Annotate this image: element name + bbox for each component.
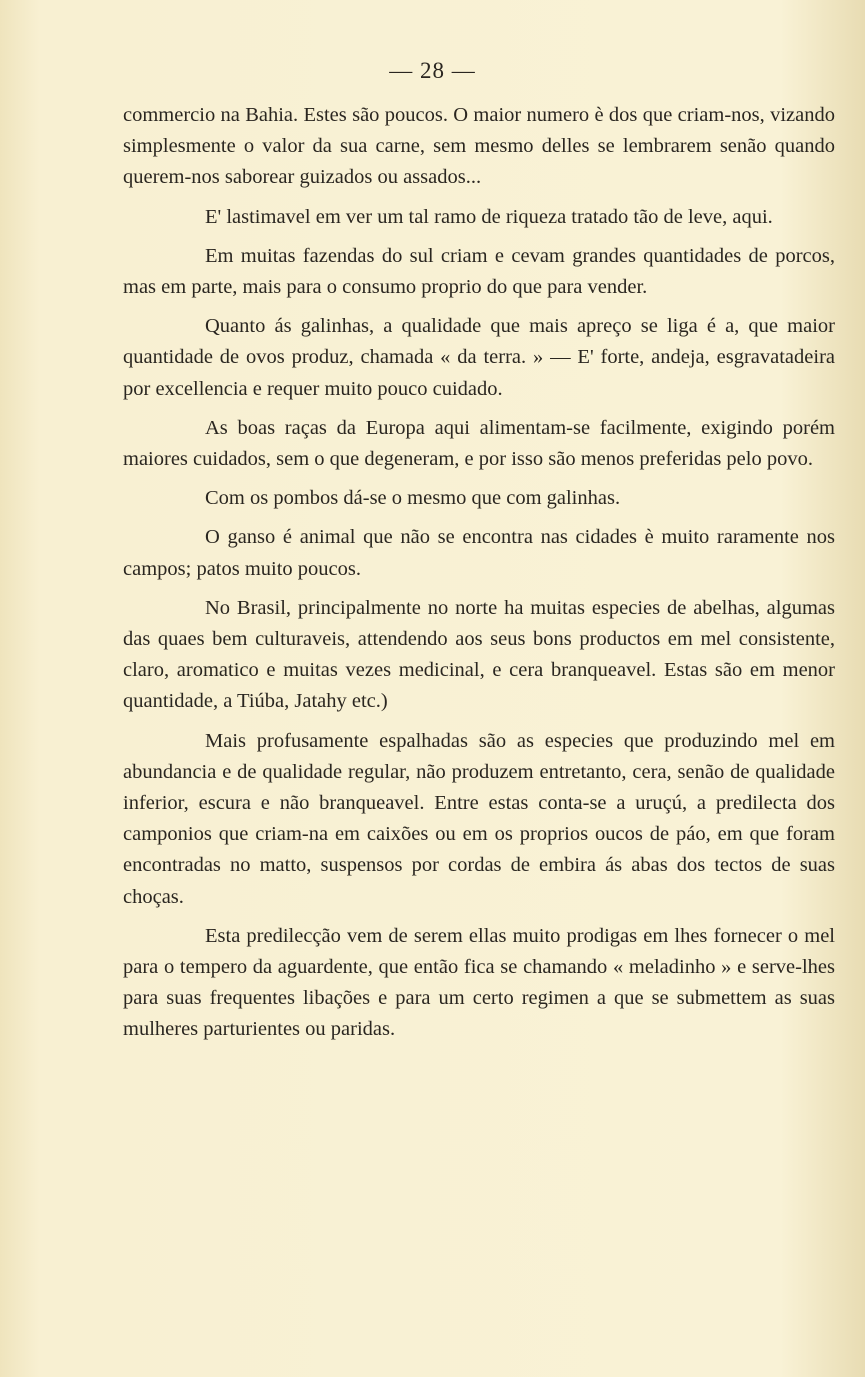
paragraph: Quanto ás galinhas, a qualidade que mais apreço se liga é a, que maior quantidade de ovos produz, chamada « da terra. » — E' forte, andeja, esgravatadeira por excellencia e requer muito pouco cuidado. xyxy=(123,315,835,400)
paragraph: Em muitas fazendas do sul criam e cevam grandes quantidades de porcos, mas em parte, mais para o consumo proprio do que para vender. xyxy=(123,244,835,299)
paragraph: Esta predilecção vem de serem ellas muito prodigas em lhes fornecer o mel para o tempero da aguardente, que então fica se chamando « meladinho » e serve-lhes para suas frequentes libações e para um certo regimen a que se submettem as suas mulheres parturientes ou paridas. xyxy=(123,924,835,1041)
paragraph: Mais profusamente espalhadas são as especies que produzindo mel em abundancia e de qualidade regular, não produzem entretanto, cera, senão de qualidade inferior, escura e não branqueavel. Entre estas conta-se a uruçú, a predilecta dos camponios que criam-na em caixões ou em os proprios oucos de páo, em que foram encontradas no matto, suspensos por cordas de embira ás abas dos tectos de suas choças. xyxy=(123,729,835,908)
paragraph: Com os pombos dá-se o mesmo que com galinhas. xyxy=(205,487,621,510)
paragraph: As boas raças da Europa aqui alimentam-se facilmente, exigindo porém maiores cuidados, sem o que degeneram, e por isso são menos preferidas pelo povo. xyxy=(123,416,835,471)
body-text xyxy=(123,100,835,1054)
paragraph: No Brasil, principalmente no norte ha muitas especies de abelhas, algumas das quaes bem culturaveis, attendendo aos seus bons productos em mel consistente, claro, aromatico e muitas vezes medicinal, e cera branqueavel. Estas são em menor quantidade, a Tiúba, Jatahy etc.) xyxy=(123,596,835,713)
paragraph: O ganso é animal que não se encontra nas cidades è muito raramente nos campos; patos muito poucos. xyxy=(123,526,835,580)
paragraph: commercio na Bahia. Estes são poucos. O maior numero è dos que criam-nos, vizando simplesmente o valor da sua carne, sem mesmo delles se lembrarem senão quando querem-nos saborear guizados ou assados... xyxy=(123,104,835,189)
page-number: — 28 — xyxy=(389,58,476,83)
paragraph: E' lastimavel em ver um tal ramo de riqueza tratado tão de leve, aqui. xyxy=(205,205,773,228)
